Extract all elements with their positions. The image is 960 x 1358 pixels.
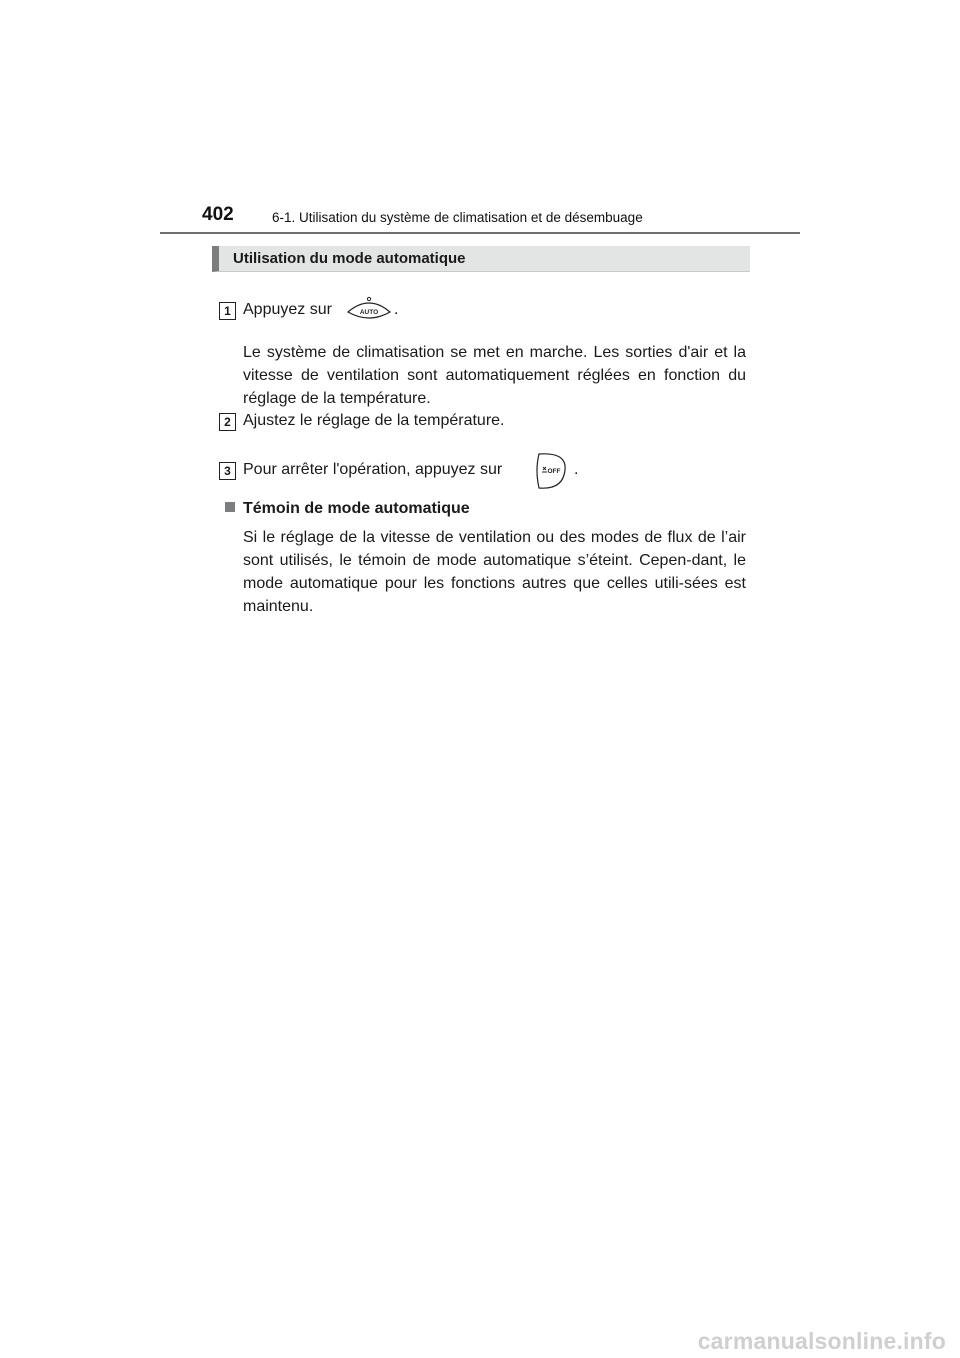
note-heading-text: Témoin de mode automatique bbox=[243, 500, 470, 517]
section-title: Utilisation du mode automatique bbox=[233, 250, 466, 267]
section-heading-bar bbox=[212, 246, 750, 272]
step-3-text-before: Pour arrêter l'opération, appuyez sur bbox=[243, 461, 503, 478]
step-1-text bbox=[243, 301, 332, 319]
step-2-text: Ajustez le réglage de la température. bbox=[243, 412, 505, 429]
step-number-3: 3 bbox=[219, 462, 236, 480]
fan-off-button-icon bbox=[533, 450, 569, 497]
fan-off-button-label: OFF bbox=[547, 468, 561, 475]
auto-button-label: AUTO bbox=[359, 309, 379, 316]
step-3-text bbox=[243, 461, 502, 479]
note-text: Si le réglage de la vitesse de ventilation ou des modes de flux de l’air sont utilisés, le témoin de mode automatique s’éteint. Cepen-dant, le mode automatique pour les fonctions autres que celles utili-sées est maintenu. bbox=[243, 529, 746, 615]
step-1-detail: Le système de climatisation se met en marche. Les sorties d'air et la vitesse de ventilation sont automatiquement réglées en fonction du réglage de la température. bbox=[243, 344, 746, 407]
step-number-2: 2 bbox=[219, 413, 236, 431]
page-number: 402 bbox=[202, 204, 234, 225]
square-bullet-icon bbox=[225, 502, 235, 512]
chapter-title: 6-1. Utilisation du système de climatisation et de désembuage bbox=[272, 210, 643, 225]
watermark: carmanualsonline.info bbox=[697, 1328, 946, 1354]
header-rule bbox=[160, 232, 800, 234]
step-1-text-before: Appuyez sur bbox=[243, 301, 332, 318]
step-1-text-after: . bbox=[394, 301, 399, 318]
step-number-1: 1 bbox=[219, 302, 236, 320]
step-3-text-after: . bbox=[574, 461, 579, 478]
note-heading bbox=[225, 500, 470, 518]
auto-button-icon bbox=[346, 294, 392, 329]
